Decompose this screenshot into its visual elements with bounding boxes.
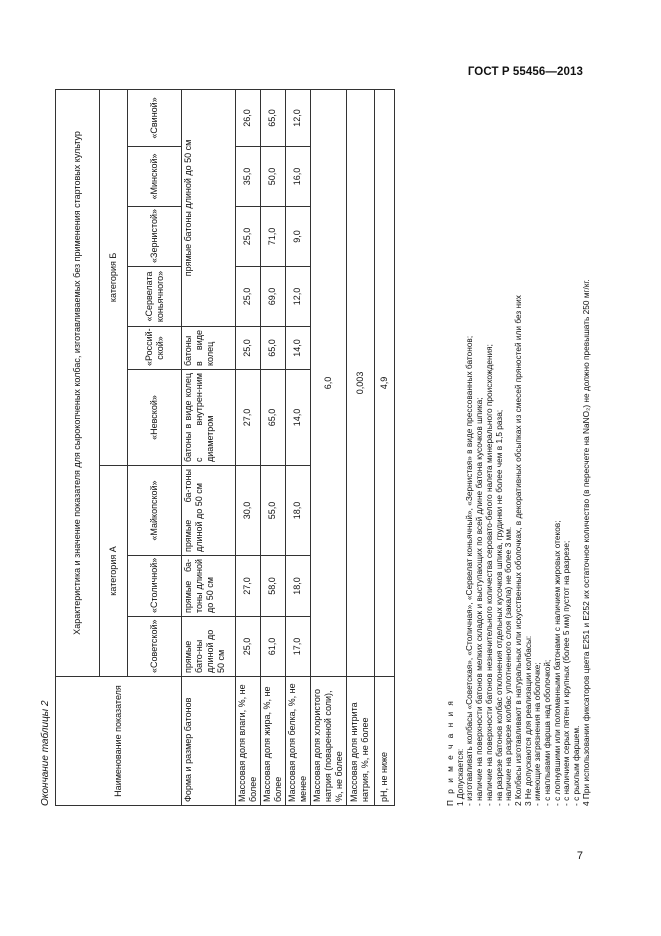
product-header: «Майкопской» xyxy=(128,466,182,556)
value-cell: 35,0 xyxy=(236,147,261,207)
value-cell: 27,0 xyxy=(236,370,261,466)
value-cell: 17,0 xyxy=(285,617,310,677)
value-cell: 71,0 xyxy=(260,207,285,267)
value-cell: 14,0 xyxy=(285,327,310,370)
value-cell: 25,0 xyxy=(236,267,261,327)
row-label: Массовая доля белка, %, не менее xyxy=(285,677,310,806)
note-line: - имеющие загрязнения на оболочке; xyxy=(532,662,543,806)
value-cell: 65,0 xyxy=(260,89,285,146)
note-line: - с рыхлым фаршем. xyxy=(571,725,582,806)
product-header: «Зернистой» xyxy=(128,207,182,267)
value-cell: 0,003 xyxy=(346,89,374,676)
table-continuation-caption: Окончание таблицы 2 xyxy=(40,700,51,806)
value-cell: 25,0 xyxy=(236,207,261,267)
form-cell: прямые ба-тоны длиной до 50 см xyxy=(182,466,236,556)
value-cell: 18,0 xyxy=(285,556,310,617)
value-cell: 12,0 xyxy=(285,267,310,327)
value-cell: 50,0 xyxy=(260,147,285,207)
row-label: Массовая доля хлористого натрия (поваренной соли), %, не более xyxy=(310,677,346,806)
note-line: - наличие на разрезе колбас уплотненного слоя (закала) не более 3 мм. xyxy=(503,526,514,806)
param-column-header: Наименование показателя xyxy=(56,677,182,806)
value-cell: 55,0 xyxy=(260,466,285,556)
notes-title: П р и м е ч а н и я xyxy=(445,699,455,806)
value-cell: 9,0 xyxy=(285,207,310,267)
value-cell: 65,0 xyxy=(260,370,285,466)
form-cell: прямые ба-тоны длиной до 50 см xyxy=(182,556,236,617)
value-cell: 25,0 xyxy=(236,617,261,677)
note-line: 4 При использовании фиксаторов цвета Е251 и Е252 их остаточное количество (в пересчете на NaNO₂) не должно превышать 250 мг/кг. xyxy=(580,279,591,806)
product-header: «Сервелата коньячного» xyxy=(128,267,182,327)
rotated-content xyxy=(40,90,617,806)
value-cell: 14,0 xyxy=(285,370,310,466)
document-code: ГОСТ Р 55456—2013 xyxy=(467,66,583,78)
note-line: - с наплывами фарша над оболочкой; xyxy=(542,659,553,806)
product-header: «Невской» xyxy=(128,370,182,466)
value-cell: 16,0 xyxy=(285,147,310,207)
form-cell: прямые бато-ны длиной до 50 см xyxy=(182,617,236,677)
notes-block xyxy=(446,90,592,806)
note-line: 2 Колбасы изготавливают в натуральных или искусственных оболочках, в декоративных обсыпках из смесей пряностей или без них xyxy=(512,295,523,806)
product-header: «Россий-ской» xyxy=(128,327,182,370)
char-column-header: Характеристика и значение показателя для сырокопченых колбас, изготавливаемых без применения стартовых культур xyxy=(56,89,100,676)
row-label: Массовая доля нитрита натрия, %, не более xyxy=(346,677,374,806)
form-cell: батоны в виде колец xyxy=(182,327,236,370)
row-label: Форма и размер батонов xyxy=(182,677,236,806)
value-cell: 26,0 xyxy=(236,89,261,146)
note-line: 1 Допускается: xyxy=(454,748,465,806)
data-table xyxy=(55,89,395,806)
product-header: «Советской» xyxy=(128,617,182,677)
value-cell: 12,0 xyxy=(285,89,310,146)
product-header: «Минской» xyxy=(128,147,182,207)
note-line: - с лопнувшими или поломанными батонами с наличием жировых отеков; xyxy=(551,520,562,806)
value-cell: 65,0 xyxy=(260,327,285,370)
value-cell: 4,9 xyxy=(374,89,394,676)
page-number: 7 xyxy=(576,850,583,862)
note-line: 3 Не допускаются для реализации колбасы: xyxy=(522,635,533,806)
value-cell: 69,0 xyxy=(260,267,285,327)
value-cell: 58,0 xyxy=(260,556,285,617)
value-cell: 25,0 xyxy=(236,327,261,370)
row-label: pH, не ниже xyxy=(374,677,394,806)
note-line: - изготавливать колбасы «Советская», «Столичная», «Сервелат коньячный», «Зернистая» в виде прессованных батонов; xyxy=(464,335,475,806)
row-label: Массовая доля жира, %, не более xyxy=(260,677,285,806)
value-cell: 6,0 xyxy=(310,89,346,676)
category-a-header: категория А xyxy=(100,466,128,677)
note-line: - наличие на поверхности батонов незначительного количества серовато-белого налета минерального происхождения; xyxy=(483,344,494,806)
product-header: «Свиной» xyxy=(128,89,182,146)
note-line: - на разрезе батонов колбас отклонения отдельных кусочков шпика, грудинки не более чем в 1,5 раза; xyxy=(493,409,504,806)
value-cell: 18,0 xyxy=(285,466,310,556)
note-line: - с наличием серых пятен и крупных (более 5 мм) пустот на разрезе; xyxy=(561,540,572,806)
value-cell: 27,0 xyxy=(236,556,261,617)
note-line: - наличие на поверхности батонов мелких складок и выступающих по всей длине батона кусочков шпика; xyxy=(474,397,485,806)
product-header: «Столичной» xyxy=(128,556,182,617)
value-cell: 30,0 xyxy=(236,466,261,556)
category-b-header: категория Б xyxy=(100,89,128,465)
form-cell: батоны в виде колец с внутрен-ним диаметром xyxy=(182,370,236,466)
form-cell: прямые батоны длиной до 50 см xyxy=(182,89,236,326)
value-cell: 61,0 xyxy=(260,617,285,677)
row-label: Массовая доля влаги, %, не более xyxy=(236,677,261,806)
